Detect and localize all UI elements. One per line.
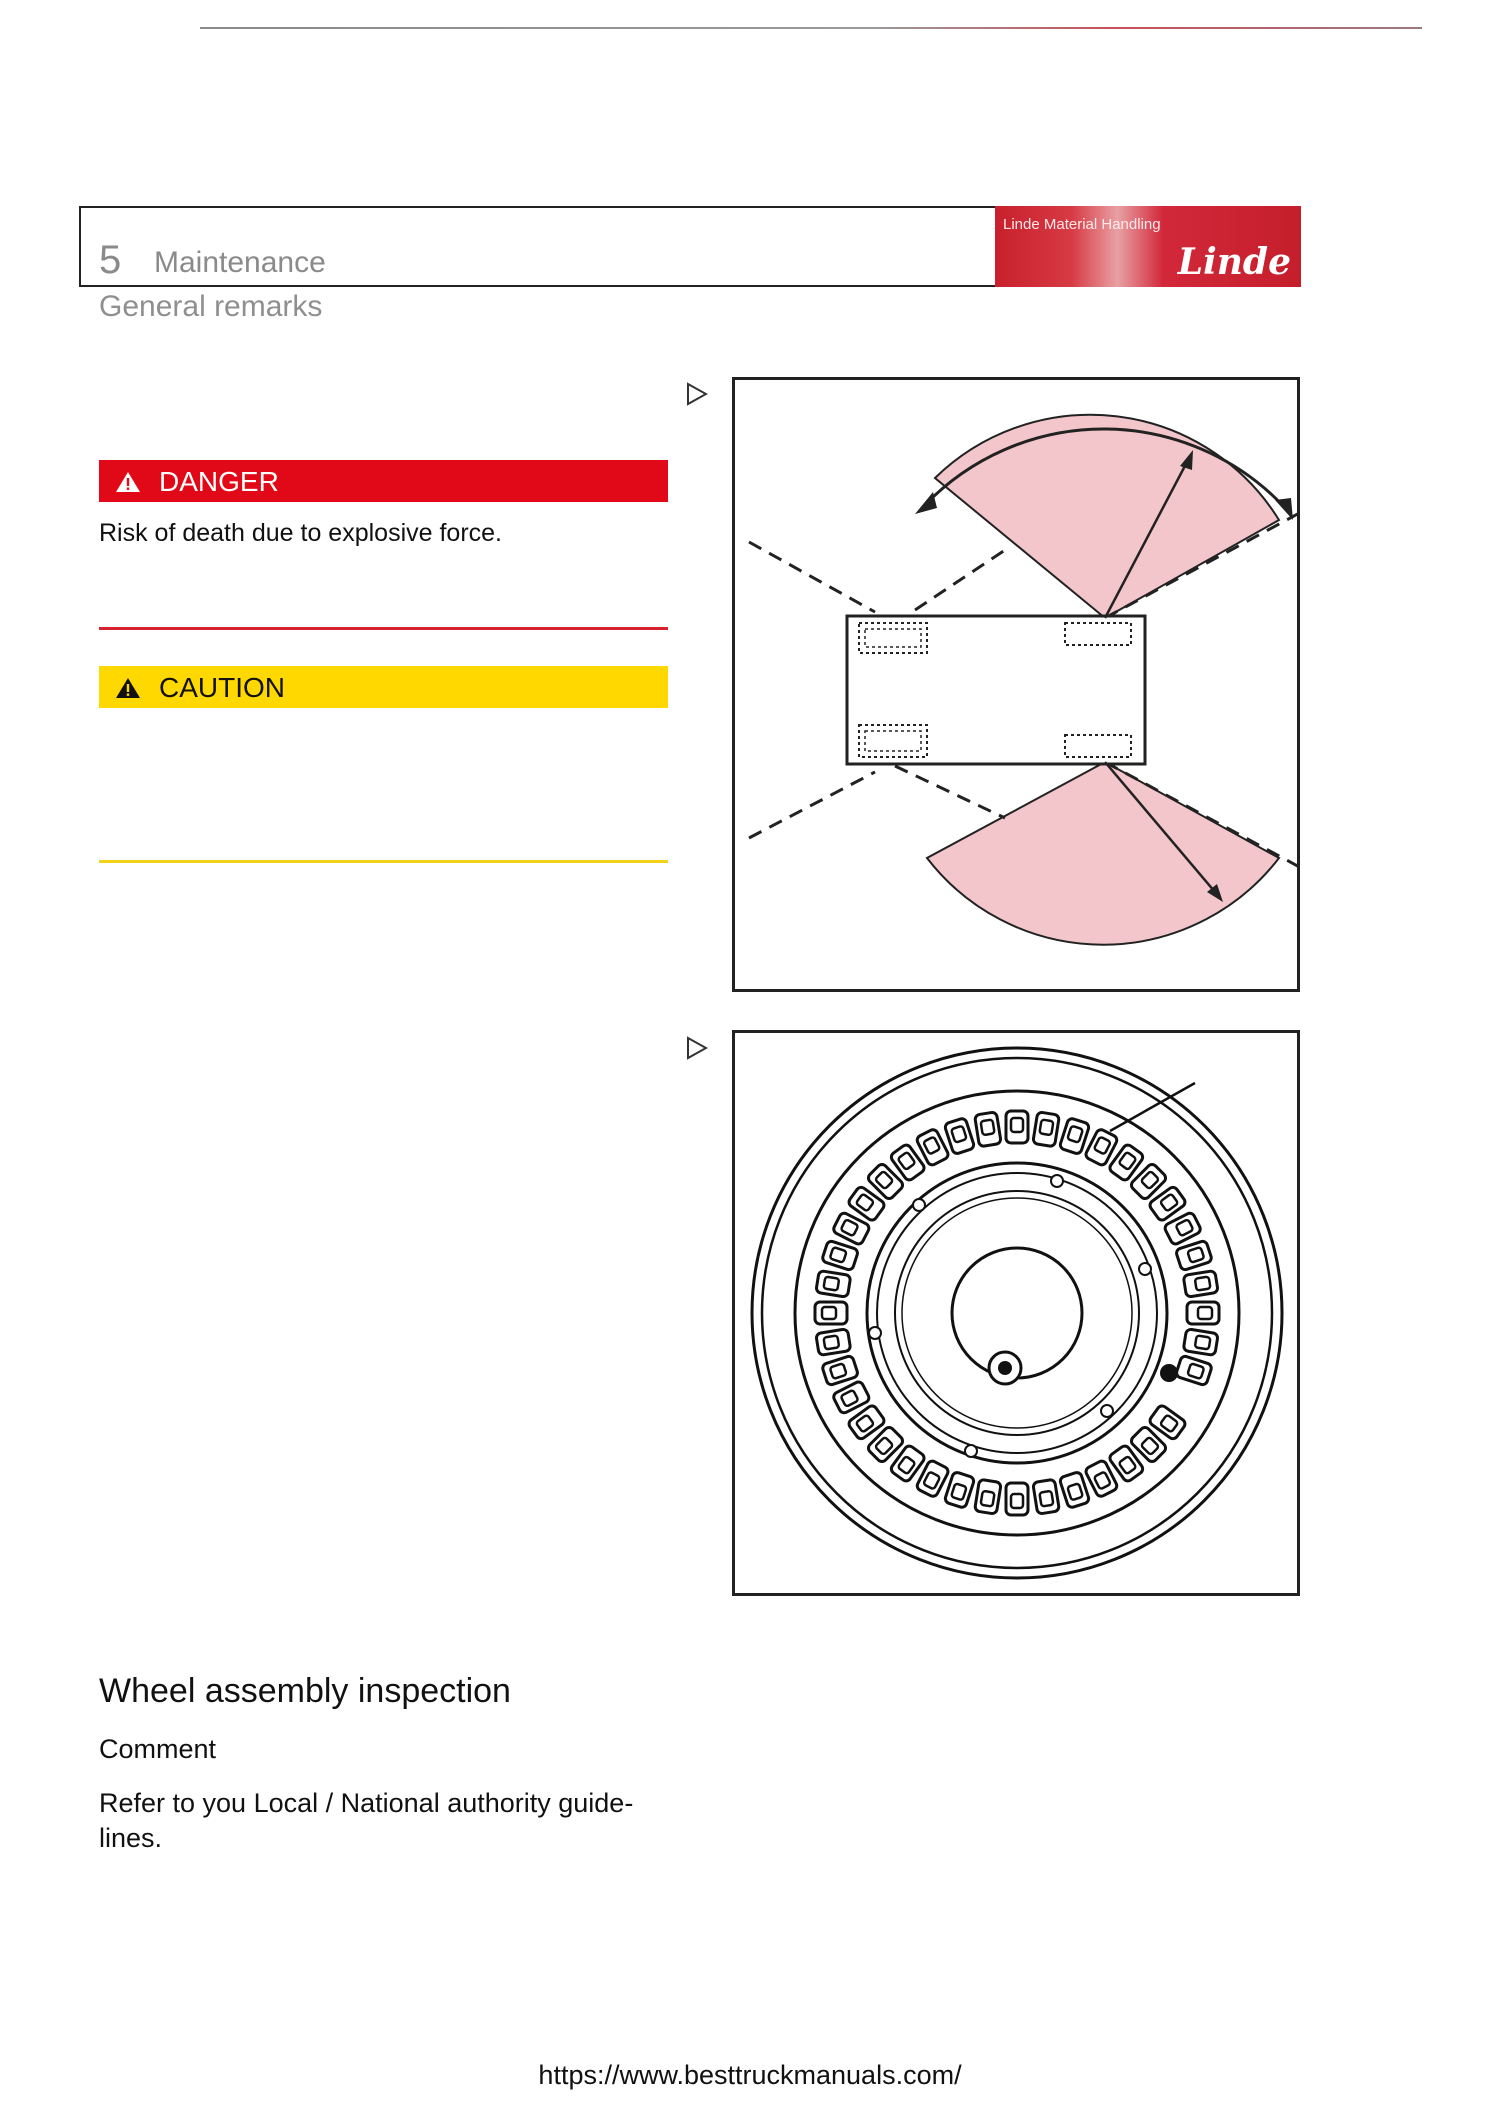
- caution-end-rule: [99, 860, 668, 863]
- tread-block: [1175, 1355, 1212, 1386]
- chapter-title: Maintenance: [154, 246, 326, 279]
- caution-label: CAUTION: [159, 672, 285, 703]
- tread-block: [821, 1355, 858, 1386]
- tread-block: [944, 1117, 975, 1154]
- tread-block: [1033, 1112, 1060, 1147]
- danger-zone-diagram: [735, 380, 1297, 989]
- comment-text: Refer to you Local / National authority guide-lines.: [99, 1788, 634, 1853]
- chapter-number: 5: [99, 238, 122, 282]
- brand-logo-block: [995, 206, 1301, 287]
- top-rule: [200, 27, 1422, 29]
- tread-block: [1006, 1111, 1028, 1143]
- danger-banner: [99, 460, 668, 502]
- tread-block: [816, 1329, 851, 1356]
- tread-block: [1187, 1302, 1219, 1324]
- section-title: General remarks: [99, 290, 323, 323]
- linde-logo: Linde: [1177, 241, 1291, 283]
- tread-block: [975, 1112, 1002, 1147]
- tread-block: [1059, 1471, 1090, 1508]
- comment-label: Comment: [99, 1734, 217, 1764]
- play-triangle-icon: [686, 382, 708, 406]
- tread-block: [1175, 1240, 1212, 1271]
- tread-block: [975, 1479, 1002, 1514]
- tread-block: [1059, 1117, 1090, 1154]
- caution-banner: [99, 666, 668, 708]
- danger-zone-figure: [732, 377, 1300, 992]
- brand-subtitle: Linde Material Handling: [1003, 216, 1161, 233]
- tread-block: [1183, 1329, 1218, 1356]
- wheel-diagram: [735, 1033, 1297, 1593]
- tread-block: [1183, 1271, 1218, 1298]
- section-heading: Wheel assembly inspection: [99, 1672, 511, 1710]
- wheel-figure: [732, 1030, 1300, 1596]
- tread-block: [1033, 1479, 1060, 1514]
- danger-text: Risk of death due to explosive force.: [99, 519, 503, 547]
- danger-end-rule: [99, 627, 668, 630]
- warning-triangle-icon: [115, 677, 141, 699]
- danger-label: DANGER: [159, 466, 279, 497]
- tread-block: [815, 1302, 847, 1324]
- tread-block: [816, 1271, 851, 1298]
- warning-triangle-icon: [115, 471, 141, 493]
- play-triangle-icon: [686, 1036, 708, 1060]
- tread-block: [1006, 1483, 1028, 1515]
- tread-block: [821, 1240, 858, 1271]
- tread-block: [944, 1471, 975, 1508]
- footer-url[interactable]: https://www.besttruckmanuals.com/: [538, 2060, 962, 2090]
